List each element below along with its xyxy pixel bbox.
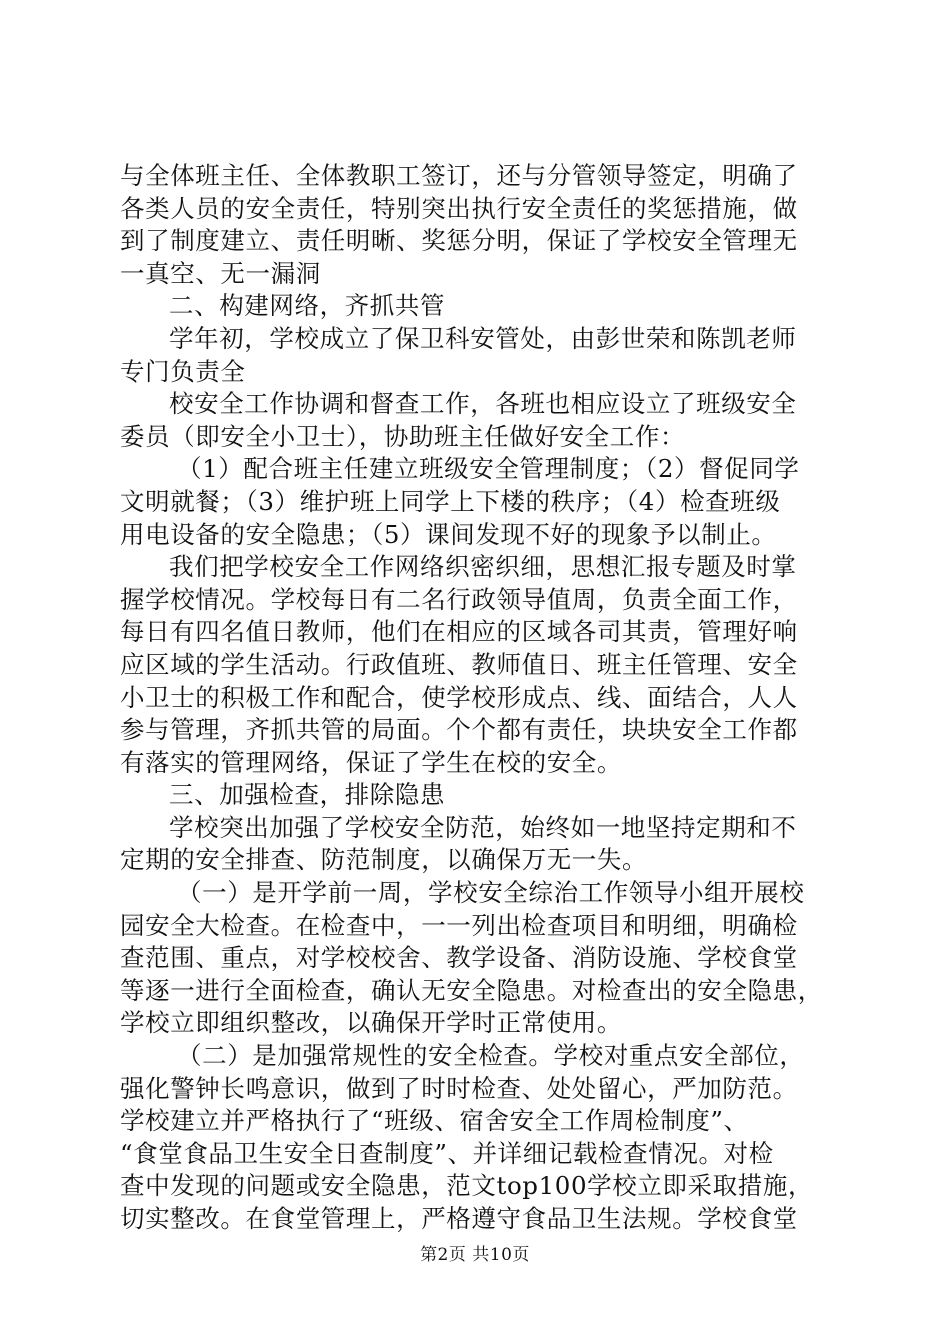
text-line: 学校立即组织整改，以确保开学时正常使用。 [120,1008,622,1038]
text-line: 等逐一进行全面检查，确认无安全隐患。对检查出的安全隐患， [120,975,823,1005]
section-heading: 三、加强检查，排除隐患 [169,780,446,810]
text-line: 握学校情况。学校每日有二名行政领导值周，负责全面工作， [120,584,798,614]
text-line: 应区域的学生活动。行政值班、教师值日、班主任管理、安全 [120,649,798,679]
document-body [120,160,840,1236]
text-line: （一）是开学前一周，学校安全综治工作领导小组开展校 [177,878,805,908]
text-line: 每日有四名值日教师，他们在相应的区域各司其责，管理好响 [120,617,798,647]
text-line: 校安全工作协调和督查工作，各班也相应设立了班级安全 [169,389,797,419]
page-number-footer: 第2页 共10页 [420,1245,530,1265]
section-heading: 二、构建网络，齐抓共管 [169,291,446,321]
text-line: 查范围、重点，对学校校舍、教学设备、消防设施、学校食堂 [120,943,798,973]
text-line: “食堂食品卫生安全日查制度”、并详细记载检查情况。对检 [120,1138,774,1168]
text-line: 用电设备的安全隐患；（5）课间发现不好的现象予以制止。 [120,519,777,549]
text-line: 专门负责全 [120,356,246,386]
text-line: 定期的安全排查、防范制度，以确保万无一失。 [120,845,648,875]
text-line: 学年初，学校成立了保卫科安管处，由彭世荣和陈凯老师 [169,323,797,353]
text-line: 学校突出加强了学校安全防范，始终如一地坚持定期和不 [169,812,797,842]
text-line: 到了制度建立、责任明晰、奖惩分明，保证了学校安全管理无 [120,226,798,256]
text-line: （1）配合班主任建立班级安全管理制度；（2）督促同学 [177,454,800,484]
text-line: 与全体班主任、全体教职工签订，还与分管领导签定，明确了 [120,161,798,190]
text-line: 有落实的管理网络，保证了学生在校的安全。 [120,747,622,777]
text-line: 文明就餐；（3）维护班上同学上下楼的秩序；（4）检查班级 [120,486,781,516]
text-line: 园安全大检查。在检查中，一一列出检查项目和明细，明确检 [120,910,798,940]
text-line: 我们把学校安全工作网络织密织细，思想汇报专题及时掌 [169,552,797,582]
text-line: 查中发现的问题或安全隐患，范文top100学校立即采取措施， [120,1171,814,1201]
text-line: 学校建立并严格执行了“班级、宿舍安全工作周检制度”、 [120,1106,749,1136]
text-line: 参与管理，齐抓共管的局面。个个都有责任，块块安全工作都 [120,715,798,745]
text-line: 各类人员的安全责任，特别突出执行安全责任的奖惩措施，做 [120,193,798,223]
text-line: 委员（即安全小卫士），协助班主任做好安全工作： [120,421,686,451]
text-line: 小卫士的积极工作和配合，使学校形成点、线、面结合，人人 [120,682,798,712]
text-line: （二）是加强常规性的安全检查。学校对重点安全部位， [177,1041,805,1071]
text-line: 一真空、无一漏洞 [120,258,321,288]
text-line: 强化警钟长鸣意识，做到了时时检查、处处留心，严加防范。 [120,1073,798,1103]
text-line: 切实整改。在食堂管理上，严格遵守食品卫生法规。学校食堂 [120,1204,798,1233]
